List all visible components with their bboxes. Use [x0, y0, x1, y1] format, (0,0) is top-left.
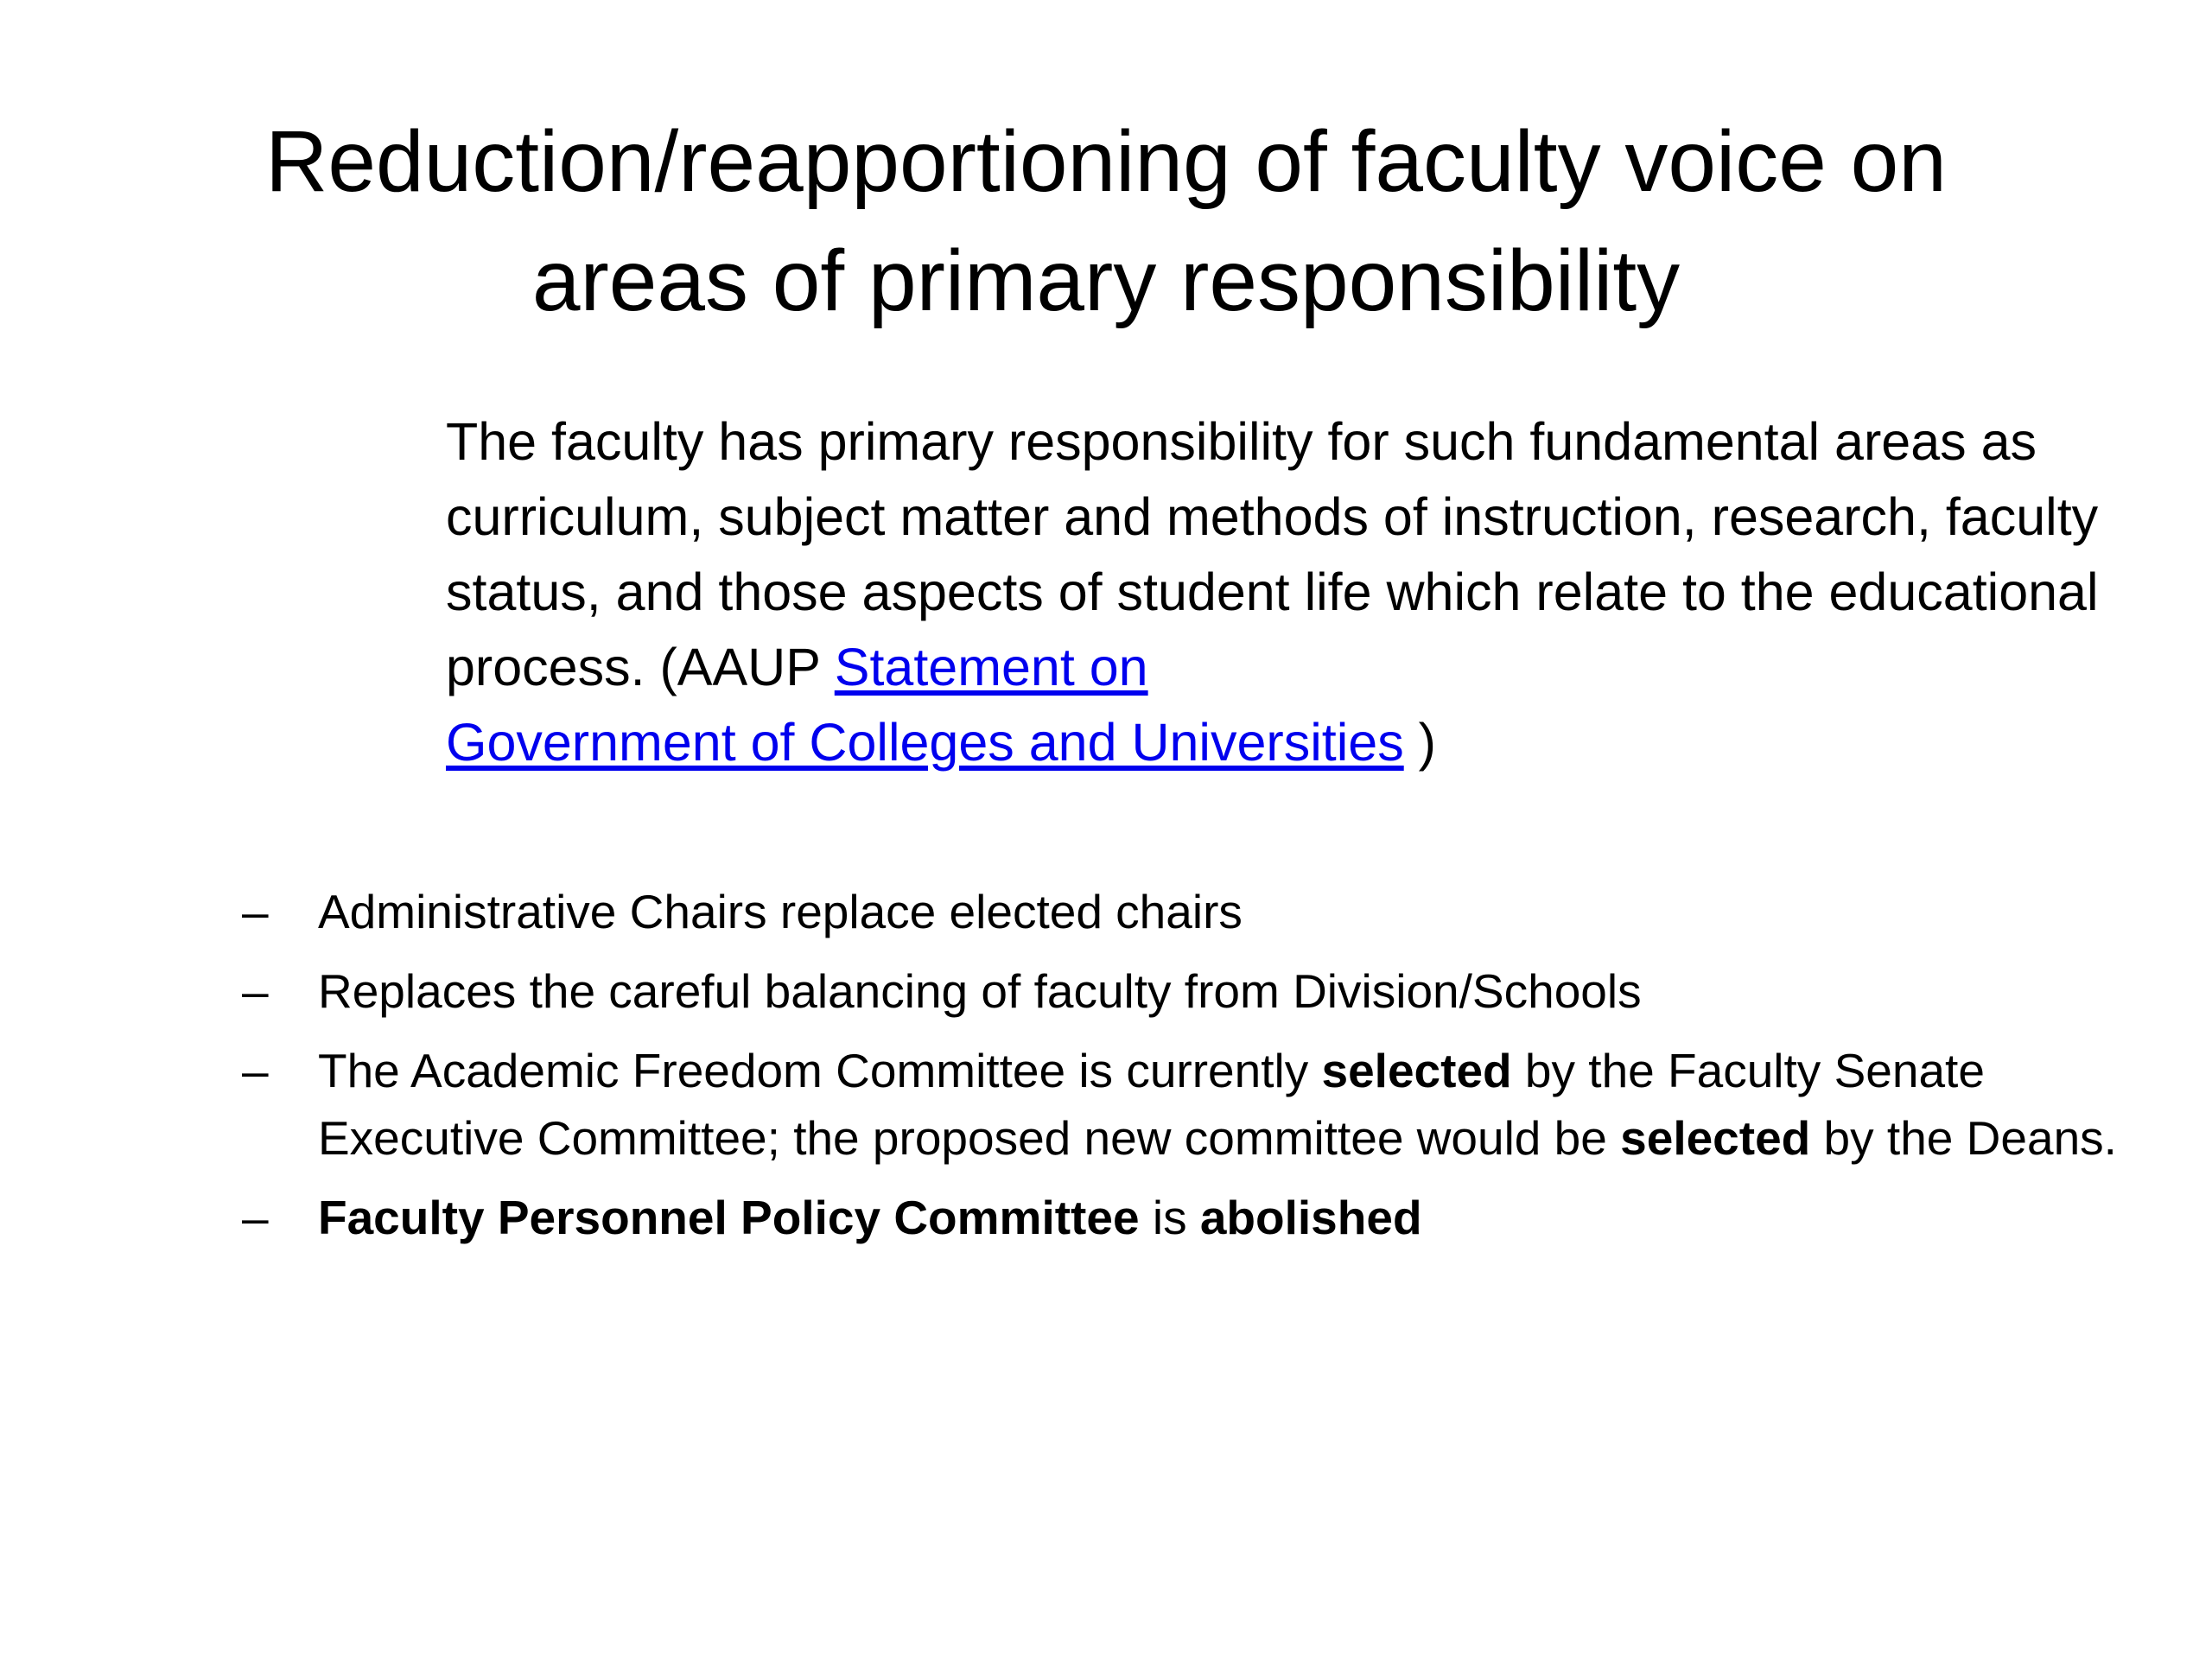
- slide-title: [138, 102, 2074, 340]
- bullet-bold-text: abolished: [1199, 1191, 1422, 1244]
- bullet-bold-text: Faculty Personnel Policy Committee: [318, 1191, 1140, 1244]
- bullet-bold-text: selected: [1321, 1044, 1512, 1097]
- bullet-text: by the Faculty Senate Executive Committee; the proposed new committee would be: [318, 1044, 1985, 1165]
- bullet-item-personnel-policy: [242, 1184, 2126, 1251]
- bullet-text: Replaces the careful balancing of faculty from Division/Schools: [318, 964, 1642, 1018]
- quote-text: The faculty has primary responsibility for such fundamental areas as curriculum, subject matter and methods of instruction, research, faculty status, and those aspects of student life which relate to the educational process. (AAUP: [446, 412, 2099, 696]
- bullet-text: is: [1139, 1191, 1200, 1244]
- bullet-text: by the Deans.: [1810, 1111, 2117, 1165]
- title-line-1: Reduction/reapportioning of faculty voice on: [265, 113, 1947, 210]
- bullet-item-administrative-chairs: [242, 878, 2126, 945]
- quote-closing: ): [1403, 713, 1436, 772]
- statement-link-line-1: Statement on: [834, 638, 1148, 696]
- aaup-quote: [446, 404, 2157, 780]
- bullet-list: [242, 878, 2126, 1263]
- bullet-item-balancing: [242, 957, 2126, 1025]
- bullet-text: The Academic Freedom Committee is currently: [318, 1044, 1322, 1097]
- statement-link-line-2: Government of Colleges and Universities: [446, 713, 1404, 772]
- bullet-bold-text: selected: [1620, 1111, 1811, 1165]
- bullet-dash: –: [242, 964, 269, 1018]
- bullet-item-academic-freedom: [242, 1037, 2126, 1172]
- title-line-2: areas of primary responsibility: [531, 232, 1681, 329]
- bullet-dash: –: [242, 1191, 269, 1244]
- bullet-dash: –: [242, 1044, 269, 1097]
- bullet-text: Administrative Chairs replace elected chairs: [318, 885, 1243, 938]
- bullet-dash: –: [242, 885, 269, 938]
